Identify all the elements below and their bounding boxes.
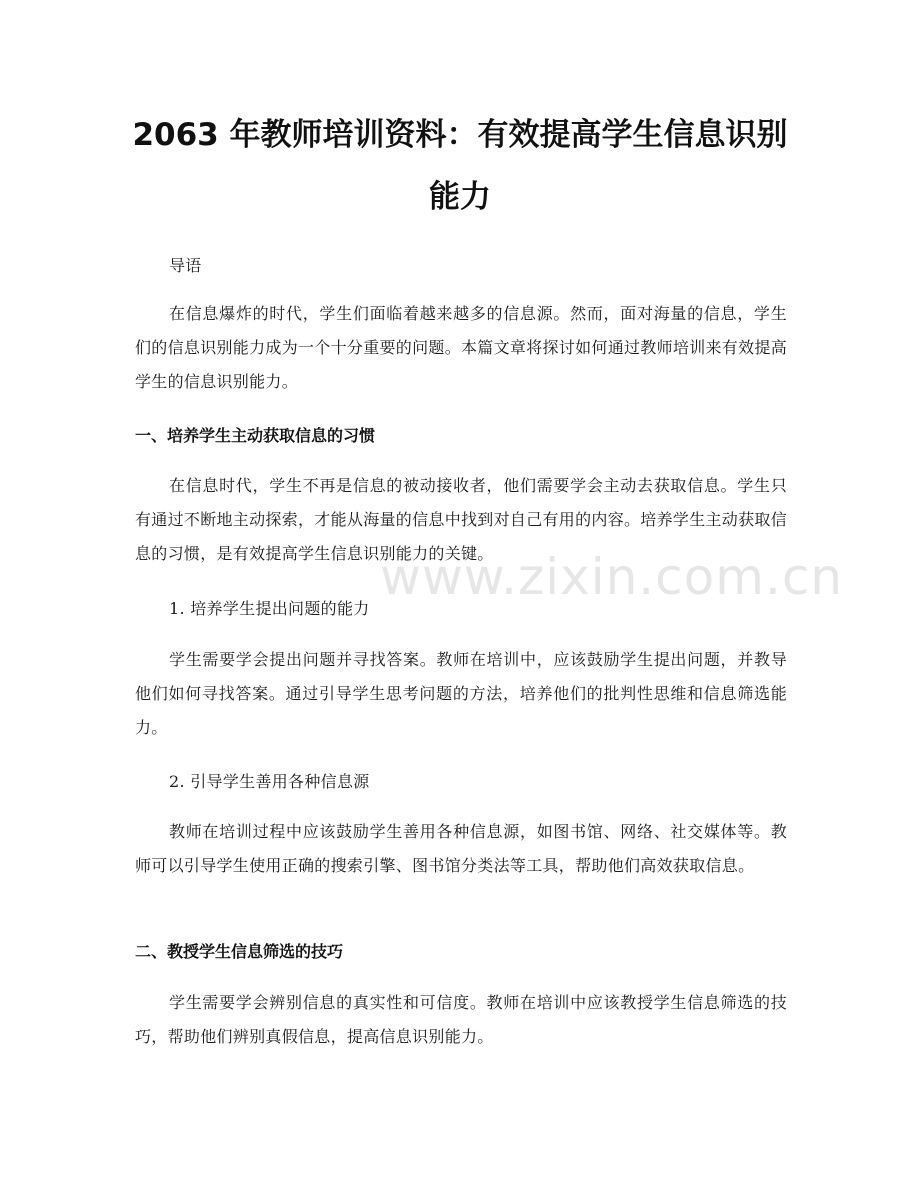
subsection-1-paragraph: 学生需要学会提出问题并寻找答案。教师在培训中，应该鼓励学生提出问题，并教导他们如何寻找答案。通过引导学生思考问题的方法，培养他们的批判性思维和信息筛选能力。 (135, 650, 787, 737)
watermark: www.zixin.com.cn (380, 548, 844, 606)
document-title: 2063 年教师培训资料：有效提高学生信息识别能力 (132, 117, 788, 215)
subsection-1-heading: 1. 培养学生提出问题的能力 (169, 599, 370, 618)
subsection-2-paragraph: 教师在培训过程中应该鼓励学生善用各种信息源，如图书馆、网络、社交媒体等。教师可以引导学生使用正确的搜索引擎、图书馆分类法等工具，帮助他们高效获取信息。 (135, 822, 787, 875)
intro-paragraph: 在信息爆炸的时代，学生们面临着越来越多的信息源。然而，面对海量的信息，学生们的信息识别能力成为一个十分重要的问题。本篇文章将探讨如何通过教师培训来有效提高学生的信息识别能力。 (135, 304, 788, 391)
intro-label: 导语 (169, 256, 202, 275)
section-1-heading: 一、培养学生主动获取信息的习惯 (135, 426, 376, 445)
section-1-paragraph: 在信息时代，学生不再是信息的被动接收者，他们需要学会主动去获取信息。学生只有通过不断地主动探索，才能从海量的信息中找到对自己有用的内容。培养学生主动获取信息的习惯，是有效提高学生信息识别能力的关键。 (135, 476, 788, 563)
section-2-paragraph: 学生需要学会辨别信息的真实性和可信度。教师在培训中应该教授学生信息筛选的技巧，帮助他们辨别真假信息，提高信息识别能力。 (135, 993, 787, 1046)
section-2-heading: 二、教授学生信息筛选的技巧 (135, 942, 344, 961)
subsection-2-heading: 2. 引导学生善用各种信息源 (169, 772, 370, 791)
